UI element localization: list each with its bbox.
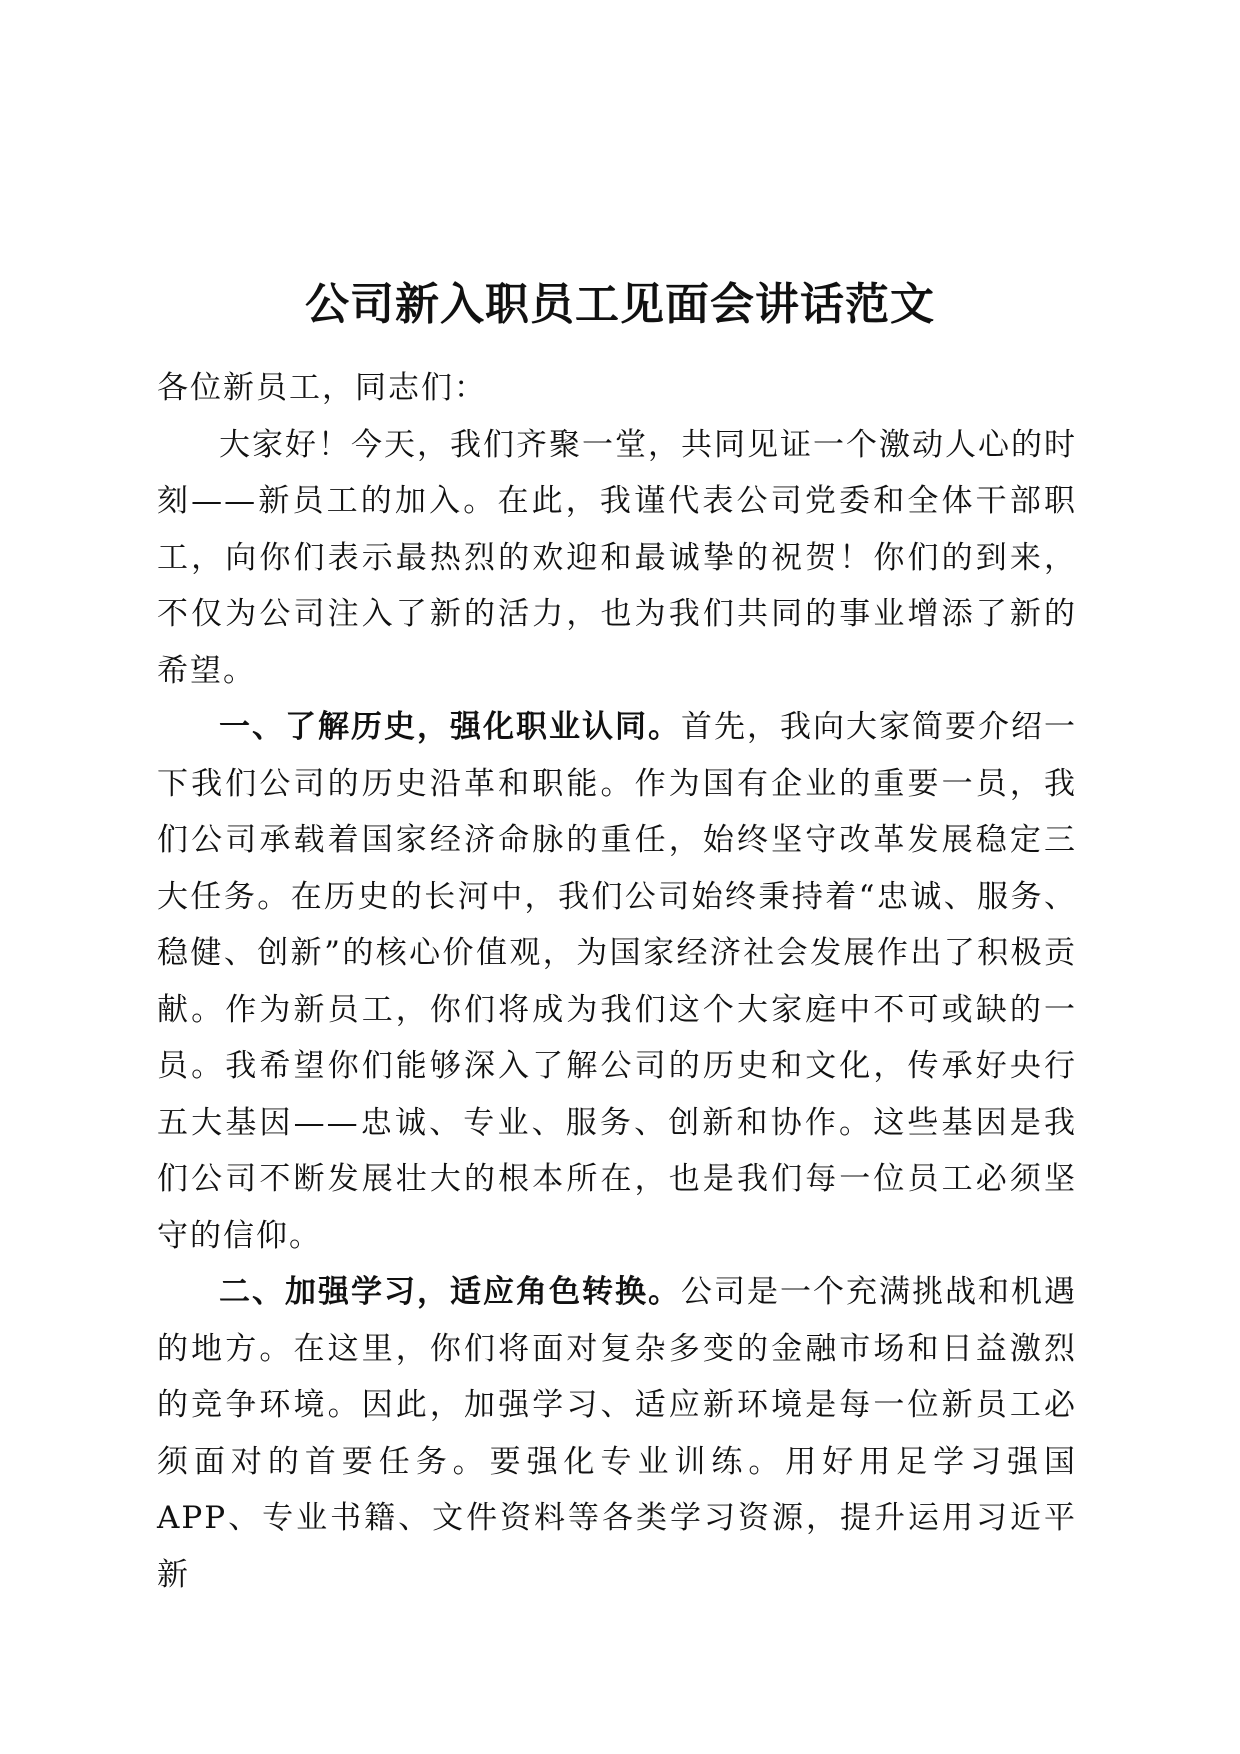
document-body <box>157 360 1077 1603</box>
paragraph-text: 首先，我向大家简要介绍一下我们公司的历史沿革和职能。作为国有企业的重要一员，我们公司承载着国家经济命脉的重任，始终坚守改革发展稳定三大任务。在历史的长河中，我们公司始终秉持着“忠诚、服务、稳健、创新”的核心价值观，为国家经济社会发展作出了积极贡献。作为新员工，你们将成为我们这个大家庭中不可或缺的一员。我希望你们能够深入了解公司的历史和文化，传承好央行五大基因——忠诚、专业、服务、创新和协作。这些基因是我们公司不断发展壮大的根本所在，也是我们每一位员工必须坚守的信仰。 <box>157 709 1077 1254</box>
document-title: 公司新入职员工见面会讲话范文 <box>305 279 935 330</box>
section-heading-learning: 二、加强学习，适应角色转换。 <box>219 1274 681 1310</box>
paragraph-text: 大家好！今天，我们齐聚一堂，共同见证一个激动人心的时刻——新员工的加入。在此，我谨代表公司党委和全体干部职工，向你们表示最热烈的欢迎和最诚挚的祝贺！你们的到来，不仅为公司注入了新的活力，也为我们共同的事业增添了新的希望。 <box>157 426 1077 689</box>
paragraph-learning <box>157 1264 1077 1603</box>
salutation: 各位新员工，同志们： <box>157 370 487 406</box>
paragraph-welcome <box>157 417 1077 700</box>
paragraph-text: 公司是一个充满挑战和机遇的地方。在这里，你们将面对复杂多变的金融市场和日益激烈的竞争环境。因此，加强学习、适应新环境是每一位新员工必须面对的首要任务。要强化专业训练。用好用足学习强国APP、专业书籍、文件资料等各类学习资源，提升运用习近平新 <box>157 1274 1077 1593</box>
paragraph-history <box>157 699 1077 1264</box>
section-heading-history: 一、了解历史，强化职业认同。 <box>219 709 681 745</box>
